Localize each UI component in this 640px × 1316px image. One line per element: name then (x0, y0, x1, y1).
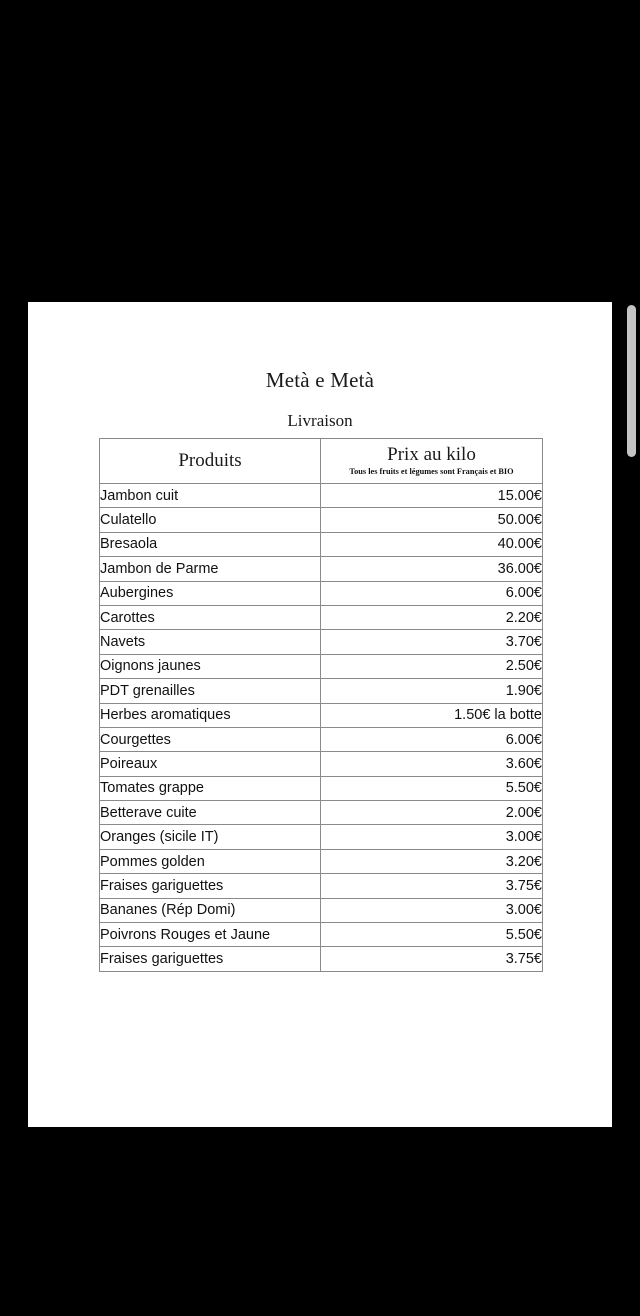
cell-product-price: 50.00€ (321, 508, 543, 532)
document-subtitle: Livraison (287, 411, 353, 430)
cell-product-price: 5.50€ (321, 923, 543, 947)
cell-product-name: Pommes golden (100, 849, 321, 873)
cell-product-name: Aubergines (100, 581, 321, 605)
cell-product-price: 3.60€ (321, 752, 543, 776)
cell-product-name: Courgettes (100, 727, 321, 751)
table-row (100, 679, 543, 703)
table-row (100, 874, 543, 898)
cell-product-price: 3.70€ (321, 630, 543, 654)
cell-product-price: 2.00€ (321, 801, 543, 825)
cell-product-price: 40.00€ (321, 532, 543, 556)
cell-product-price: 1.90€ (321, 679, 543, 703)
table-row (100, 898, 543, 922)
column-header-price-note: Tous les fruits et légumes sont Français et BIO (349, 467, 514, 477)
table-header (100, 439, 543, 484)
scrollbar-thumb[interactable] (627, 305, 636, 457)
table-row (100, 923, 543, 947)
table-body (100, 484, 543, 972)
table-row (100, 703, 543, 727)
cell-product-name: Oranges (sicile IT) (100, 825, 321, 849)
table-row (100, 849, 543, 873)
cell-product-price: 1.50€ la botte (321, 703, 543, 727)
cell-product-price: 5.50€ (321, 776, 543, 800)
cell-product-price: 6.00€ (321, 727, 543, 751)
cell-product-name: Tomates grappe (100, 776, 321, 800)
cell-product-name: PDT grenailles (100, 679, 321, 703)
document-title: Metà e Metà (265, 368, 375, 392)
column-header-price-label: Prix au kilo (387, 444, 476, 466)
table-row (100, 532, 543, 556)
cell-product-price: 3.75€ (321, 874, 543, 898)
cell-product-name: Betterave cuite (100, 801, 321, 825)
cell-product-price: 15.00€ (321, 484, 543, 508)
cell-product-name: Bresaola (100, 532, 321, 556)
table-row (100, 630, 543, 654)
cell-product-price: 3.20€ (321, 849, 543, 873)
table-row (100, 557, 543, 581)
cell-product-name: Poivrons Rouges et Jaune (100, 923, 321, 947)
cell-product-name: Bananes (Rép Domi) (100, 898, 321, 922)
column-header-products (100, 439, 321, 484)
table-row (100, 752, 543, 776)
table-row (100, 484, 543, 508)
table-row (100, 801, 543, 825)
column-header-products-label: Produits (178, 449, 242, 471)
price-list-table (99, 438, 543, 972)
cell-product-price: 3.00€ (321, 825, 543, 849)
cell-product-price: 6.00€ (321, 581, 543, 605)
cell-product-name: Fraises gariguettes (100, 947, 321, 971)
table-row (100, 947, 543, 971)
cell-product-name: Oignons jaunes (100, 654, 321, 678)
cell-product-price: 3.75€ (321, 947, 543, 971)
table-row (100, 727, 543, 751)
cell-product-name: Fraises gariguettes (100, 874, 321, 898)
cell-product-name: Carottes (100, 605, 321, 629)
column-header-price (321, 439, 543, 484)
document-page (28, 302, 612, 1127)
table-row (100, 508, 543, 532)
cell-product-name: Jambon de Parme (100, 557, 321, 581)
cell-product-name: Culatello (100, 508, 321, 532)
cell-product-price: 3.00€ (321, 898, 543, 922)
table-row (100, 605, 543, 629)
table-row (100, 654, 543, 678)
cell-product-name: Herbes aromatiques (100, 703, 321, 727)
cell-product-price: 2.20€ (321, 605, 543, 629)
cell-product-name: Poireaux (100, 752, 321, 776)
table-row (100, 776, 543, 800)
table-header-row (100, 439, 543, 484)
scrollbar[interactable] (627, 305, 636, 457)
table-row (100, 581, 543, 605)
cell-product-name: Jambon cuit (100, 484, 321, 508)
cell-product-name: Navets (100, 630, 321, 654)
cell-product-price: 2.50€ (321, 654, 543, 678)
table-row (100, 825, 543, 849)
cell-product-price: 36.00€ (321, 557, 543, 581)
